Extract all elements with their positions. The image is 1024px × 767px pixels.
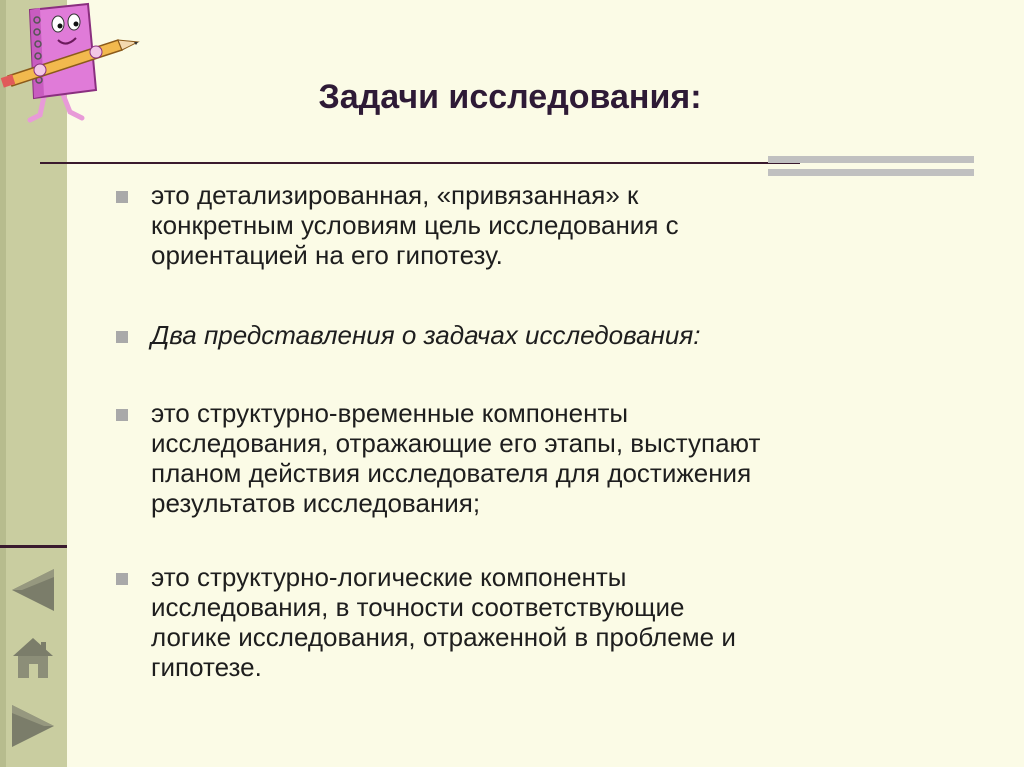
bullet-text: это структурно-логические компоненты исследования, в точности соответствующие логике исследования, отраженной в проблеме и гипотезе. (151, 562, 736, 682)
home-button[interactable] (6, 628, 60, 688)
square-bullet-icon (116, 331, 128, 343)
title-accent-bar-top (768, 156, 974, 163)
square-bullet-icon (116, 573, 128, 585)
square-bullet-icon (116, 191, 128, 203)
previous-slide-button[interactable] (6, 560, 60, 620)
home-icon (9, 634, 57, 682)
bullet-text: Два представления о задачах исследования: (151, 320, 701, 350)
list-item (110, 398, 990, 518)
left-side-divider (0, 545, 67, 548)
slide-title: Задачи исследования: (318, 78, 702, 116)
title-underline (40, 162, 800, 164)
title-accent-bar-bottom (768, 169, 974, 176)
list-item (110, 562, 990, 682)
square-bullet-icon (116, 409, 128, 421)
triangle-right-icon (8, 701, 58, 751)
bullet-text: это структурно-временные компоненты исследования, отражающие его этапы, выступают планом действия исследователя для достижения результатов исследования; (151, 398, 761, 518)
bullet-text: это детализированная, «привязанная» к конкретным условиям цель исследования с ориентацией на его гипотезу. (151, 180, 679, 270)
notebook-with-pencil-icon (0, 0, 145, 130)
next-slide-button[interactable] (6, 696, 60, 756)
triangle-left-icon (8, 565, 58, 615)
list-item (110, 320, 990, 350)
bullet-list (110, 180, 990, 682)
list-item (110, 180, 990, 270)
